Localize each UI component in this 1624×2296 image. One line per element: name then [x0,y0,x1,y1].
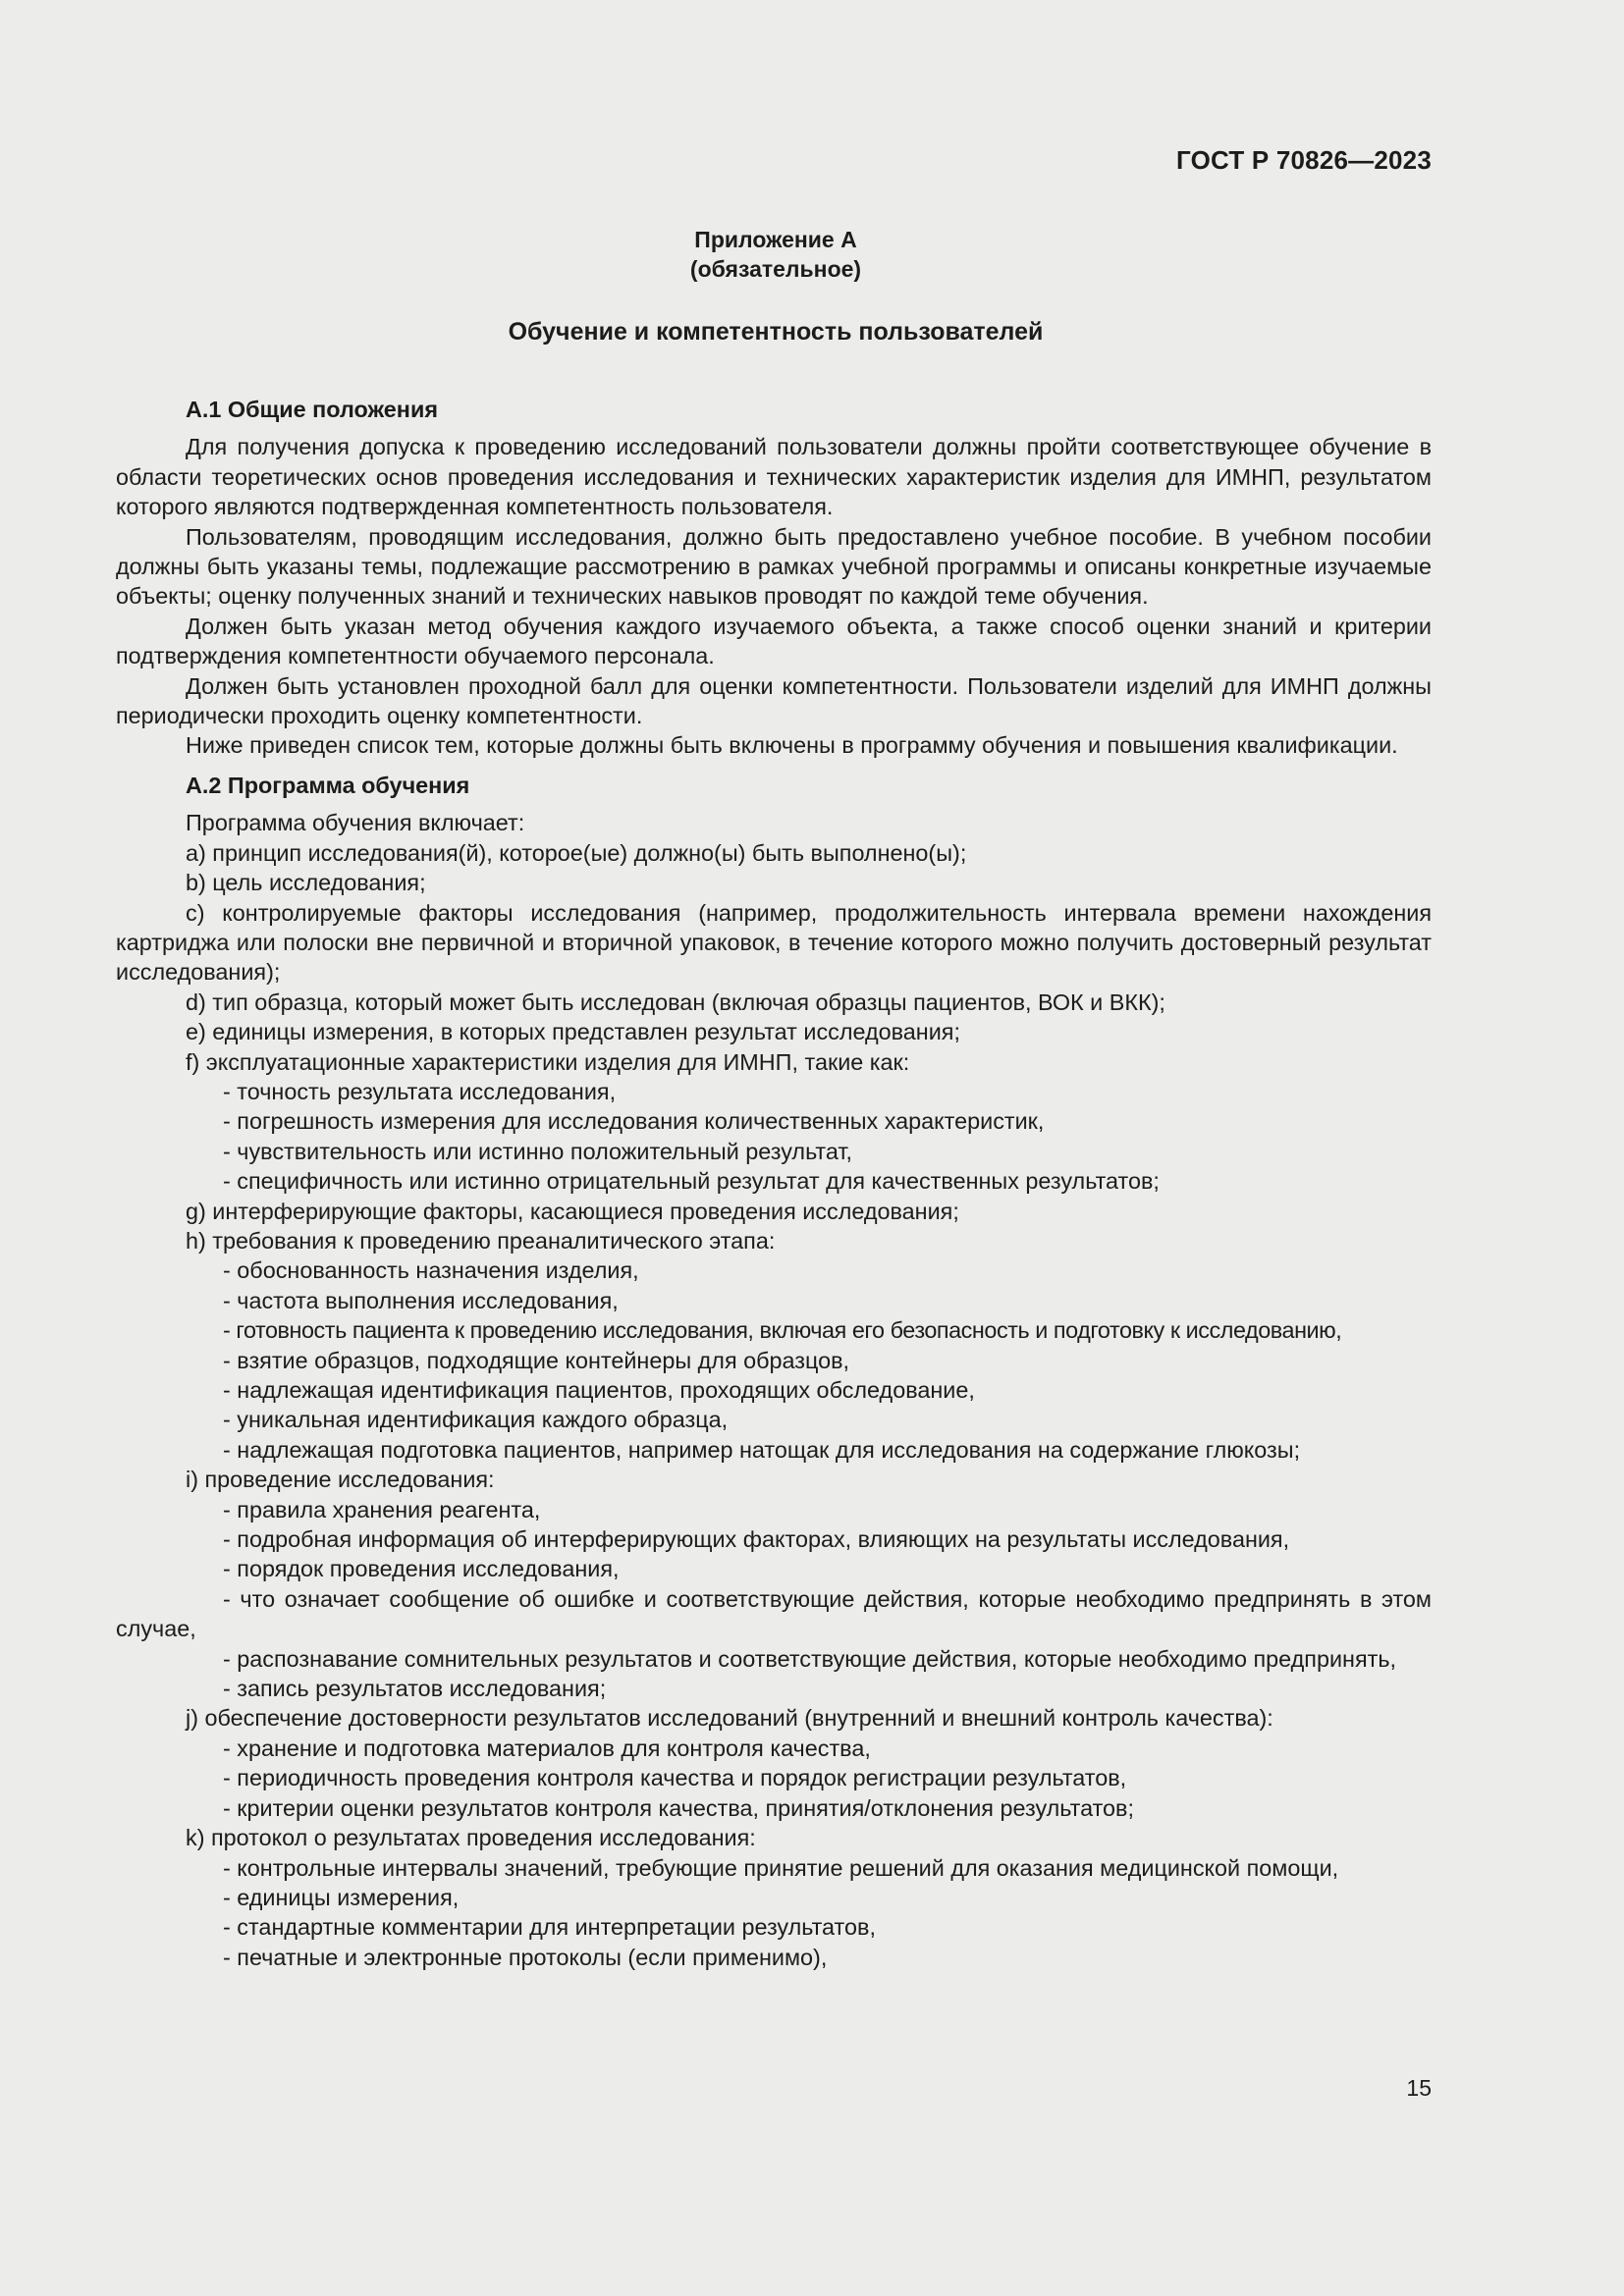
list-item-a: а) принцип исследования(й), которое(ые) должно(ы) быть выполнено(ы); [186,839,967,866]
sub-item: - уникальная идентификация каждого образца, [223,1407,729,1433]
sub-item: - запись результатов исследования; [223,1676,607,1702]
sub-item: - печатные и электронные протоколы (если применимо), [223,1944,828,1970]
sub-item: - погрешность измерения для исследования количественных характеристик, [223,1108,1045,1135]
list-item-b: b) цель исследования; [186,870,426,896]
sub-item: - единицы измерения, [223,1884,460,1910]
sub-item: - надлежащая подготовка пациентов, например натощак для исследования на содержание глюкозы; [223,1436,1301,1463]
list-item-i: i) проведение исследования: [186,1467,495,1493]
list-item-f: f) эксплуатационные характеристики изделия для ИМНП, такие как: [186,1048,910,1075]
document-code: ГОСТ Р 70826—2023 [1176,145,1432,175]
document-body [116,395,1432,1972]
sub-item: - стандартные комментарии для интерпретации результатов, [223,1914,876,1941]
paragraph: Должен быть указан метод обучения каждого изучаемого объекта, а также способ оценки знаний и критерии подтверждения компетентности обучаемого персонала. [116,613,1432,669]
annex-label: Приложение А [694,227,857,252]
sub-item: - подробная информация об интерферирующих факторах, влияющих на результаты исследования, [223,1526,1290,1553]
sub-item: - хранение и подготовка материалов для контроля качества, [223,1735,871,1761]
list-item-g: g) интерферирующие факторы, касающиеся проведения исследования; [186,1198,959,1224]
paragraph: Ниже приведен список тем, которые должны быть включены в программу обучения и повышения квалификации. [186,732,1398,759]
sub-item: - точность результата исследования, [223,1078,617,1104]
sub-item: - что означает сообщение об ошибке и соответствующие действия, которые необходимо предпринять в этом случае, [116,1585,1432,1642]
sub-item: - критерии оценки результатов контроля качества, принятия/отклонения результатов; [223,1794,1134,1821]
paragraph: Должен быть установлен проходной балл для оценки компетентности. Пользователи изделий для ИМНП должны периодически проходить оценку компетентности. [116,672,1432,729]
annex-header [0,225,1551,284]
paragraph: Пользователям, проводящим исследования, должно быть предоставлено учебное пособие. В учебном пособии должны быть указаны темы, подлежащие рассмотрению в рамках учебной программы и описаны конкретные изучаемые объекты; оценку полученных знаний и технических навыков проводят по каждой теме обучения. [116,523,1432,610]
annex-status: (обязательное) [689,256,862,282]
section-heading-a1: А.1 Общие положения [186,397,438,422]
sub-item: - частота выполнения исследования, [223,1287,619,1313]
sub-item: - специфичность или истинно отрицательный результат для качественных результатов; [223,1168,1160,1195]
sub-item: - готовность пациента к проведению исследования, включая его безопасность и подготовку к исследованию, [223,1317,1342,1344]
list-item-k: k) протокол о результатах проведения исследования: [186,1825,756,1851]
sub-item: - контрольные интервалы значений, требующие принятие решений для оказания медицинской помощи, [223,1854,1339,1881]
list-item-c: с) контролируемые факторы исследования (например, продолжительность интервала времени нахождения картриджа или полоски вне первичной и вторичной упаковок, в течение которого можно получить достоверный результат исследования); [116,899,1432,986]
annex-title: Обучение и компетентность пользователей [508,318,1044,346]
list-item-h: h) требования к проведению преаналитического этапа: [186,1227,776,1254]
section-heading-a2: А.2 Программа обучения [186,772,470,798]
sub-item: - взятие образцов, подходящие контейнеры для образцов, [223,1347,850,1373]
paragraph: Для получения допуска к проведению исследований пользователи должны пройти соответствующее обучение в области теоретических основ проведения исследования и технических характеристик изделия для ИМНП, результатом которого являются подтвержденная компетентность пользователя. [116,434,1432,520]
sub-item: - обоснованность назначения изделия, [223,1257,639,1284]
list-item-j: j) обеспечение достоверности результатов исследований (внутренний и внешний контроль качества): [186,1705,1273,1732]
page-number: 15 [1406,2075,1432,2101]
sub-item: - надлежащая идентификация пациентов, проходящих обследование, [223,1377,975,1403]
list-item-d: d) тип образца, который может быть исследован (включая образцы пациентов, ВОК и ВКК); [186,988,1165,1015]
list-intro: Программа обучения включает: [186,810,525,836]
sub-item: - чувствительность или истинно положительный результат, [223,1138,852,1164]
list-item-e: е) единицы измерения, в которых представлен результат исследования; [186,1019,960,1045]
sub-item: - правила хранения реагента, [223,1496,541,1522]
sub-item: - порядок проведения исследования, [223,1556,620,1582]
sub-item: - распознавание сомнительных результатов и соответствующие действия, которые необходимо предпринять, [223,1645,1397,1672]
sub-item: - периодичность проведения контроля качества и порядок регистрации результатов, [223,1765,1127,1791]
